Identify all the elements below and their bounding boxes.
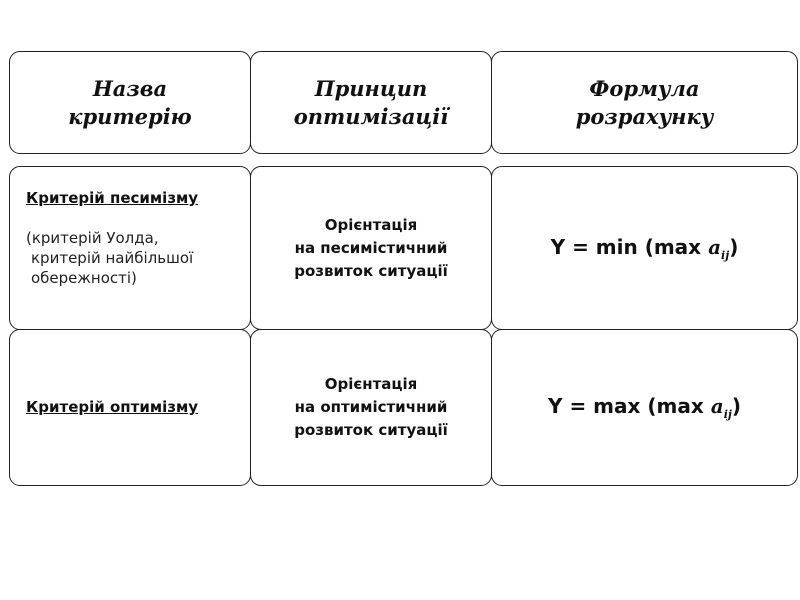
row-1-formula-cell	[491, 166, 798, 330]
row-2-formula-prefix: Y = max (max	[548, 394, 704, 418]
row-1-criterion-name: Критерій песимізму	[26, 189, 199, 207]
row-2-formula-cell	[491, 329, 798, 486]
header-principle-line-2: оптимізації	[293, 103, 449, 129]
row-2-formula-sub: ij	[723, 408, 732, 421]
header-cell-name	[9, 51, 251, 154]
header-formula-line-1: Формула	[589, 75, 700, 101]
row-2-principle-line-1: Орієнтація	[324, 375, 418, 393]
row-1-principle-line-1: Орієнтація	[324, 215, 418, 234]
row-2-formula	[548, 394, 741, 421]
row-1-criterion-note	[26, 228, 198, 288]
row-1-name-cell	[9, 166, 251, 330]
header-principle-line-1: Принцип	[314, 75, 428, 101]
row-2-principle-cell	[250, 329, 492, 486]
header-name-line-1: Назва	[92, 75, 168, 101]
row-2-name-cell	[9, 329, 251, 486]
row-1-note-line-2: критерій найбільшої	[31, 249, 194, 267]
row-1-formula-prefix: Y = min (max	[550, 234, 702, 259]
row-1-principle-line-3: розвиток ситуації	[294, 261, 448, 280]
header-cell-principle	[250, 51, 492, 154]
header-name-line-2: критерію	[68, 103, 192, 129]
row-2-criterion-name: Критерій оптимізму	[26, 398, 199, 416]
row-1-principle-cell	[250, 166, 492, 330]
row-2-formula-suffix: )	[731, 394, 741, 418]
row-1-formula	[551, 235, 739, 262]
header-cell-formula	[491, 51, 798, 154]
row-1-principle-line-2: на песимістичний	[294, 238, 448, 257]
row-1-note-line-3: обережності)	[31, 269, 137, 287]
row-1-formula-var: a	[708, 234, 722, 259]
row-1-note-line-1: (критерій Уолда,	[26, 229, 159, 247]
header-formula-line-2: розрахунку	[575, 103, 714, 129]
row-2-principle-line-2: на оптимістичний	[294, 398, 448, 416]
row-2-formula-var: a	[710, 394, 724, 418]
row-1-formula-sub: ij	[721, 248, 730, 262]
row-1-formula-suffix: )	[729, 234, 739, 259]
row-2-principle-line-3: розвиток ситуації	[294, 421, 448, 439]
